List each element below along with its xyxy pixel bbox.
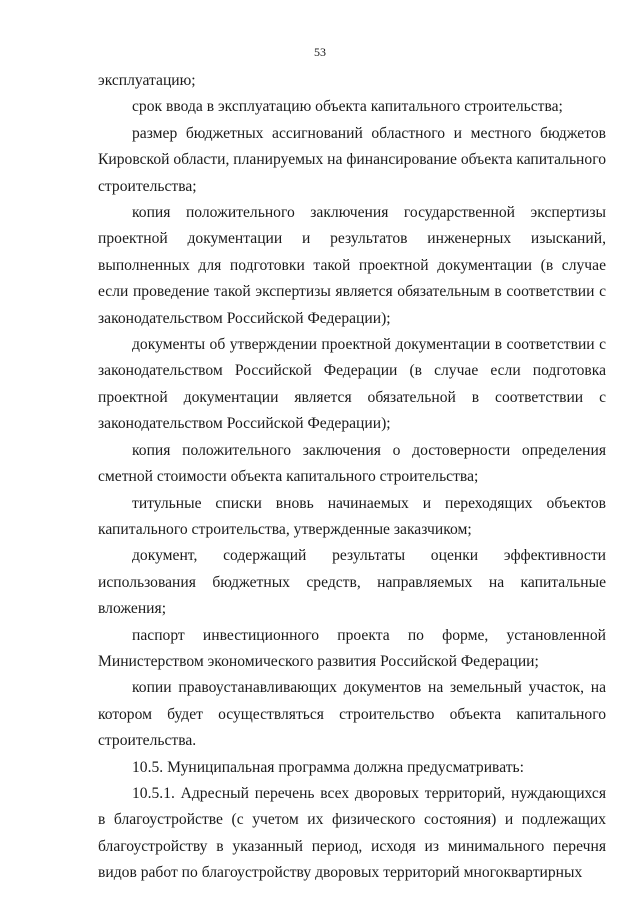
paragraph-land-title-documents: копии правоустанавливающих документов на земельный участок, на котором будет осуществляться строительство объекта капитального строительства. (98, 679, 606, 750)
paragraph-estimate-reliability-copy: копия положительного заключения о достоверности определения сметной стоимости объекта капитального строительства; (98, 441, 606, 486)
paragraph-title-lists: титульные списки вновь начинаемых и переходящих объектов капитального строительства, утвержденные заказчиком; (98, 494, 606, 538)
paragraph-continuation: эксплуатацию; (98, 72, 196, 89)
paragraph-section-10-5: 10.5. Муниципальная программа должна предусматривать: (132, 758, 524, 776)
paragraph-section-10-5-1: 10.5.1. Адресный перечень всех дворовых территорий, нуждающихся в благоустройстве (с учетом их физического состояния) и подлежащих благоустройству в указанный период, исходя из минимального перечня видов работ по благоустройству дворовых территорий многоквартирных (98, 784, 606, 882)
page-number: 53 (314, 45, 326, 59)
paragraph-investment-passport: паспорт инвестиционного проекта по форме, установленной Министерством экономического развития Российской Федерации; (98, 626, 606, 670)
document-body (98, 68, 606, 887)
paragraph-commissioning-date: срок ввода в эксплуатацию объекта капитального строительства; (132, 98, 563, 116)
paragraph-project-approval-documents: документы об утверждении проектной документации в соответствии с законодательством Российской Федерации (в случае если подготовка проектной документации является обязательной в соответствии с законодательством Российской Федерации); (98, 336, 606, 433)
paragraph-state-expertise-copy: копия положительного заключения государственной экспертизы проектной документации и результатов инженерных изысканий, выполненных для подготовки такой проектной документации (в случае если проведение такой экспертизы является обязательным в соответствии с законодательством Российской Федерации); (98, 204, 606, 327)
paragraph-budget-allocations: размер бюджетных ассигнований областного и местного бюджетов Кировской области, планируемых на финансирование объекта капитального строительства; (98, 124, 607, 195)
paragraph-efficiency-assessment: документ, содержащий результаты оценки эффективности использования бюджетных средств, направляемых на капитальные вложения; (98, 547, 606, 618)
